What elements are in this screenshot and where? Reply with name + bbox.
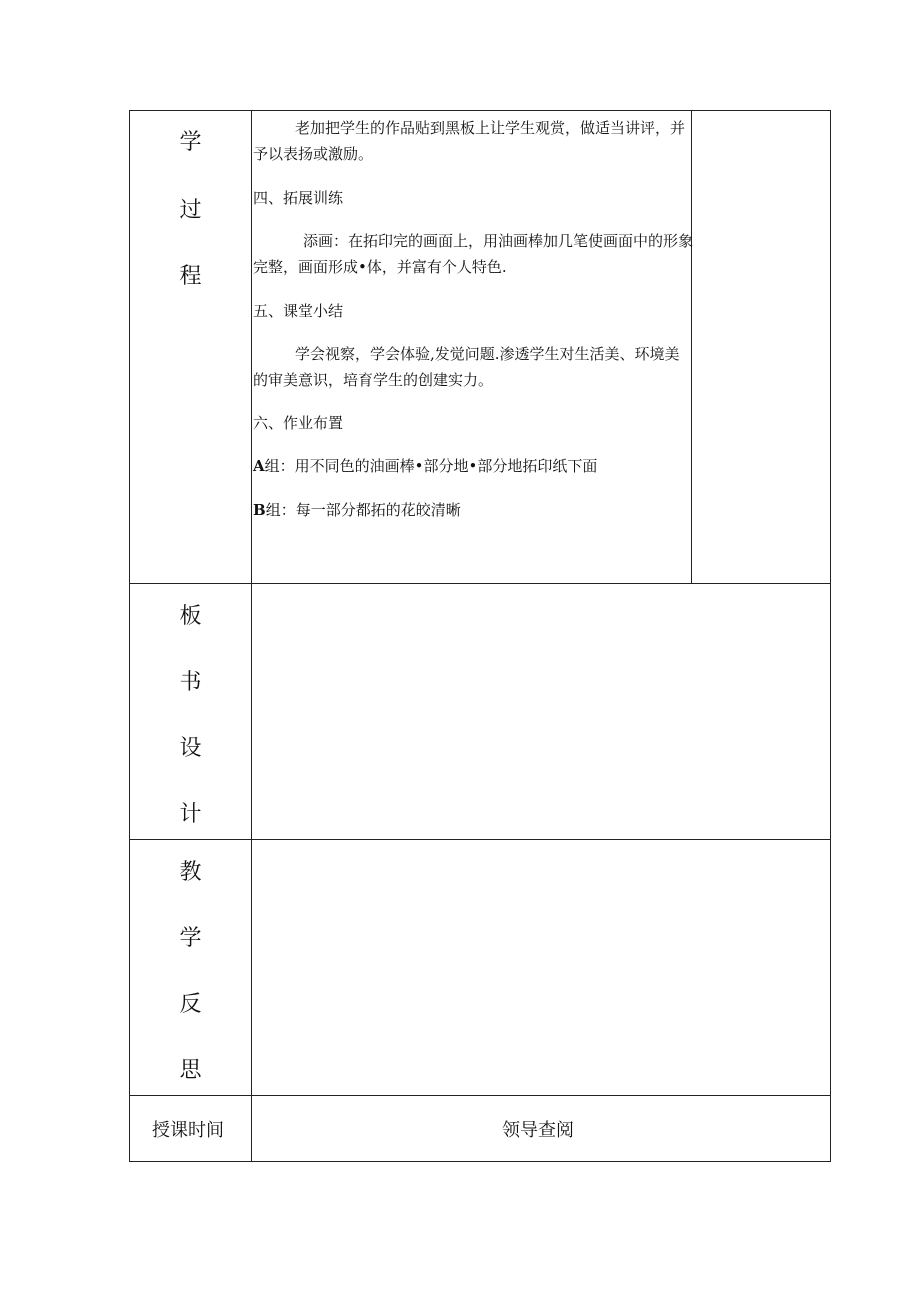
lesson-plan-table [129, 110, 831, 1162]
board-char-4: 计 [179, 802, 202, 827]
leader-review-label: 领导查阅 [502, 1120, 574, 1141]
group-a-text: 组：用不同色的油画棒•部分地•部分地拓印纸下面 [264, 457, 598, 475]
reflection-char-3: 反 [179, 992, 202, 1017]
row-divider-3 [130, 1095, 830, 1096]
process-content [253, 111, 693, 583]
process-char-2: 过 [179, 198, 202, 223]
board-char-1: 板 [179, 604, 202, 629]
homework-group-b [253, 497, 693, 523]
reflection-char-1: 教 [179, 860, 202, 885]
group-b-label: B [253, 501, 266, 519]
homework-group-a [253, 453, 693, 479]
heading-homework: 六、作业布置 [253, 414, 344, 432]
process-char-3: 程 [179, 264, 202, 289]
group-b-text: 组：每一部分都拓的花皎清晰 [265, 501, 461, 519]
paragraph-review: 老加把学生的作品贴到黑板上让学生观赏，做适当讲评，并予以表扬或激励。 [253, 119, 686, 163]
group-a-label: A [253, 457, 265, 475]
process-label [130, 111, 251, 583]
lesson-time-label: 授课时间 [152, 1120, 224, 1141]
board-design-label [130, 583, 251, 839]
process-char-1: 学 [179, 130, 202, 155]
heading-class-summary: 五、课堂小结 [253, 302, 344, 320]
paragraph-summary: 学会视察，学会体验,发觉问题.渗透学生对生活美、环境美的审美意识，培育学生的创建实力。 [253, 345, 680, 389]
label-column-divider [251, 111, 252, 1161]
heading-extension-training: 四、拓展训练 [253, 189, 344, 207]
board-char-2: 书 [179, 670, 202, 695]
reflection-char-4: 思 [179, 1058, 202, 1083]
paragraph-drawing: 添画：在拓印完的画面上，用油画棒加几笔使画面中的形象完整，画面形成•体，并富有个人特色. [253, 232, 694, 276]
reflection-char-2: 学 [179, 926, 202, 951]
reflection-label [130, 839, 251, 1095]
board-char-3: 设 [179, 736, 202, 761]
